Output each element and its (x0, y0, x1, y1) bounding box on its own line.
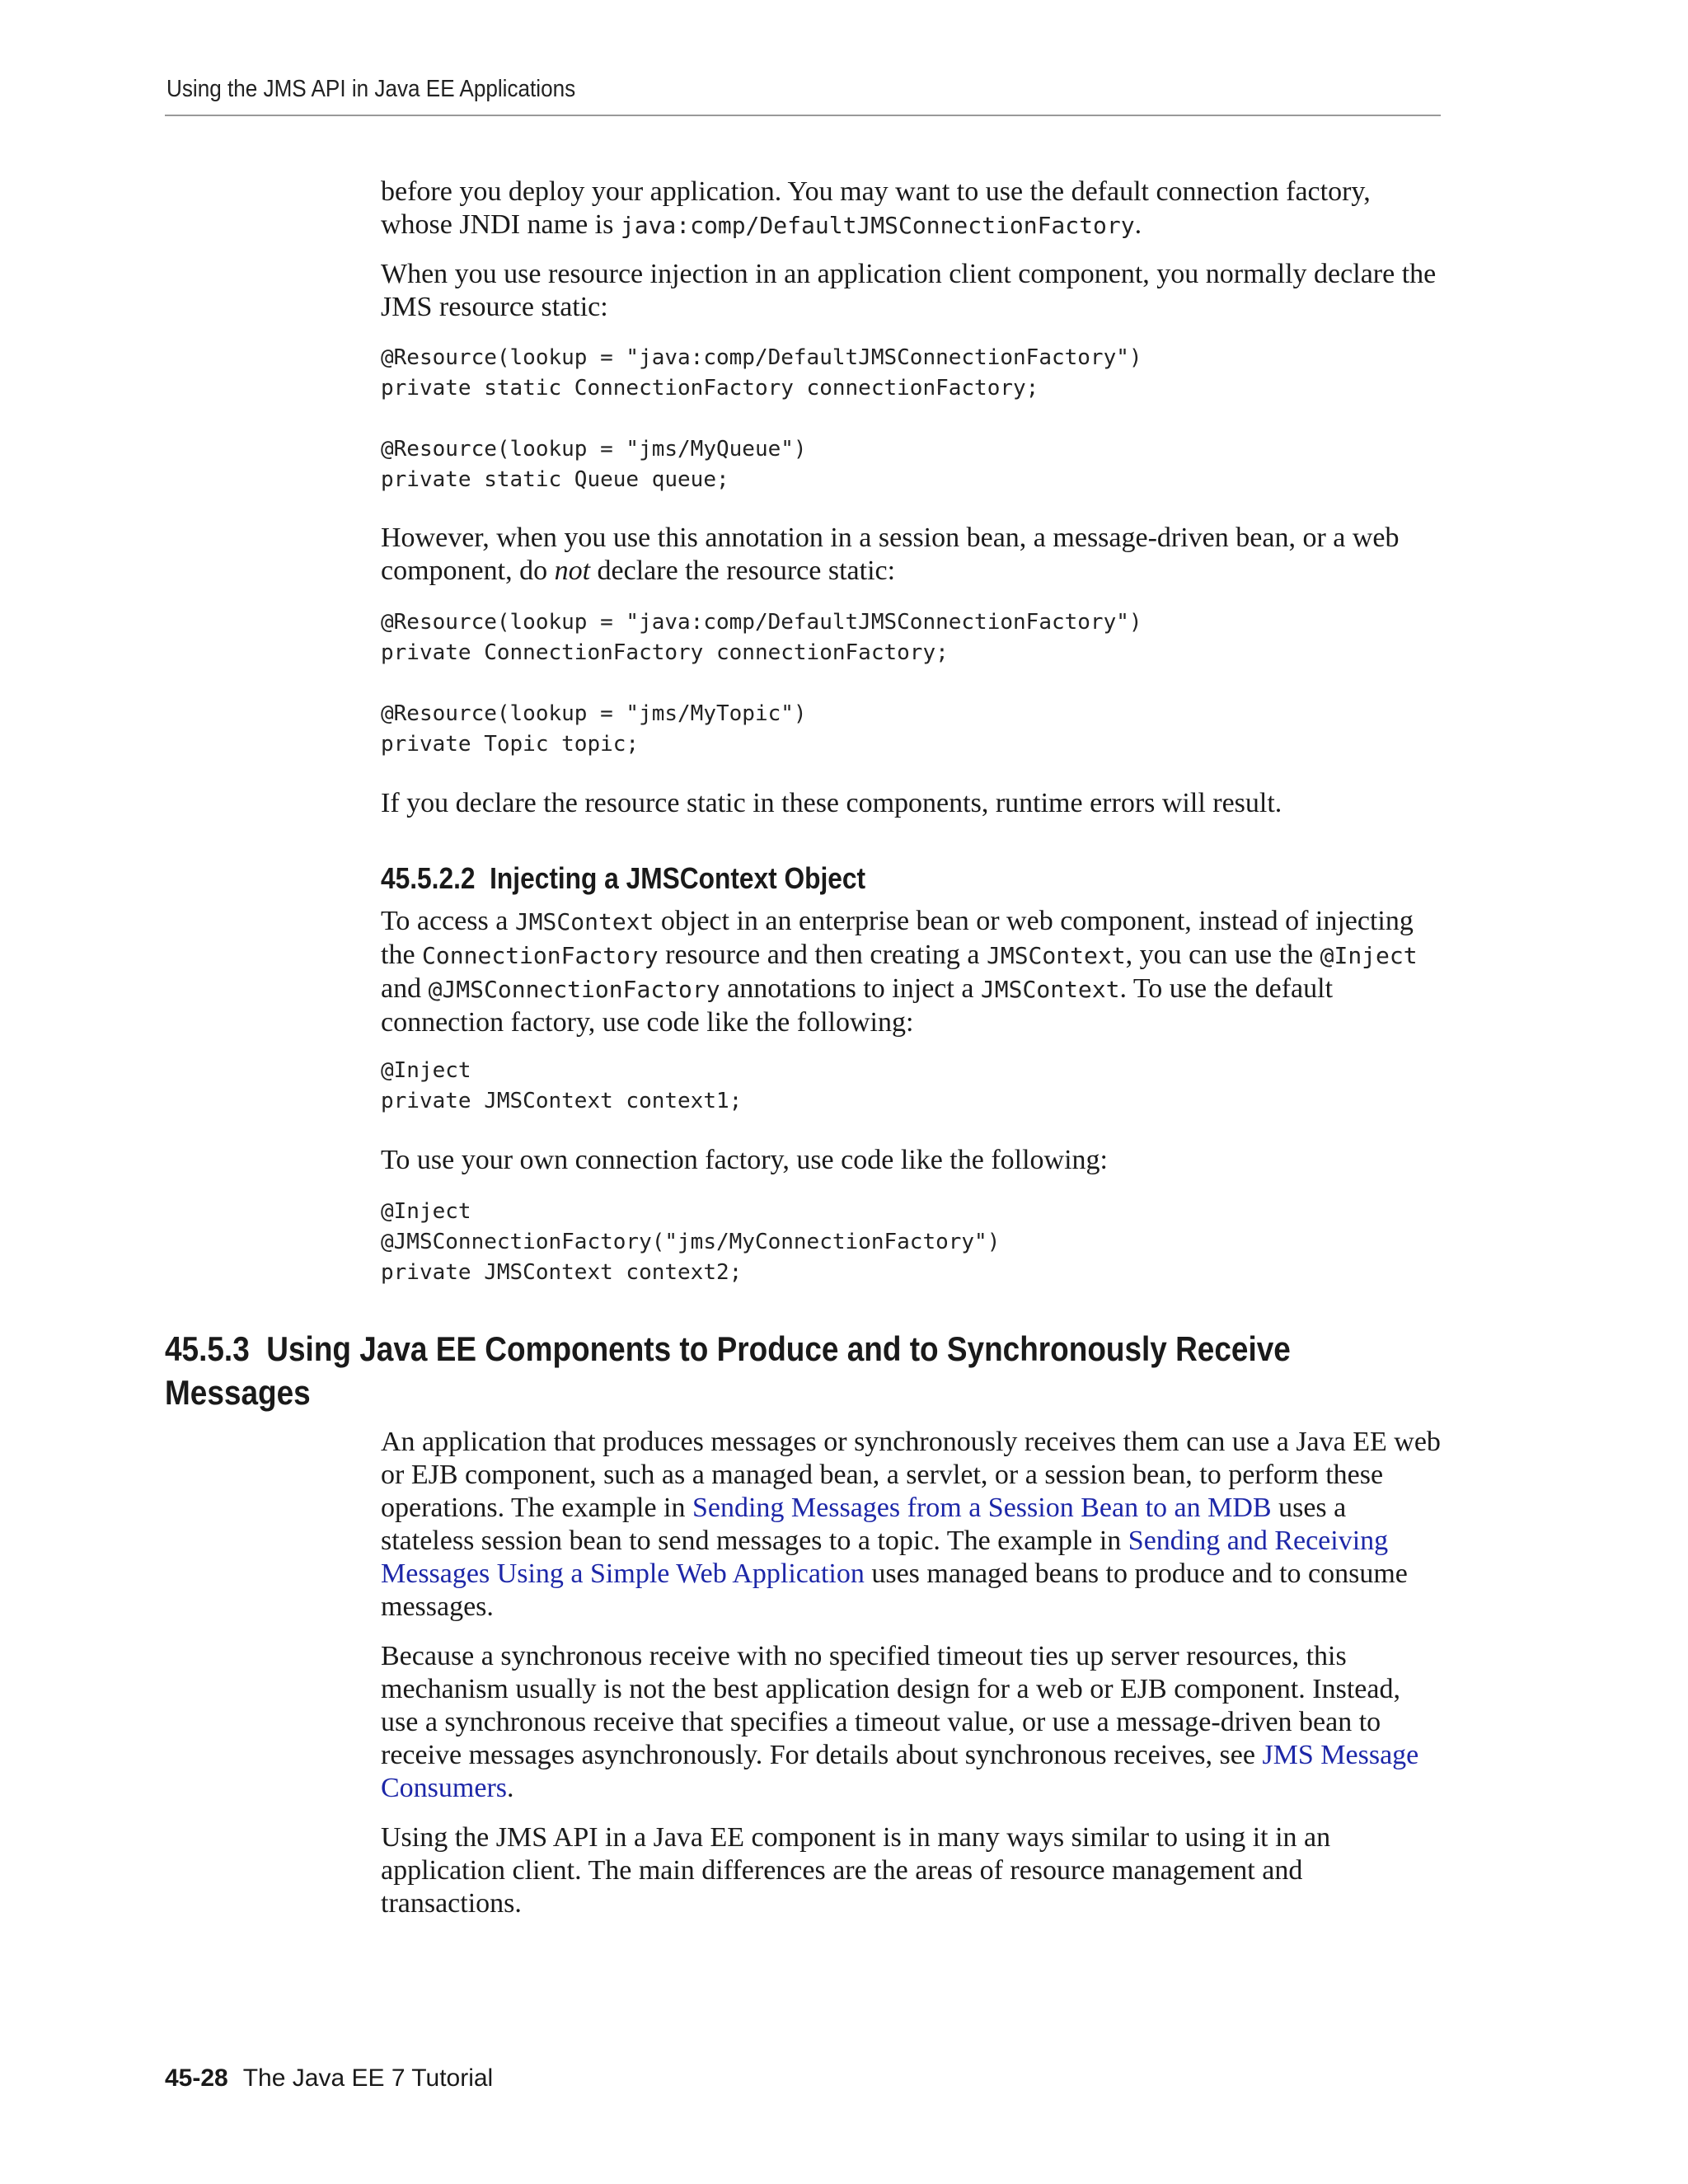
text: declare the resource static: (590, 555, 896, 586)
code-block-static-resources: @Resource(lookup = "java:comp/DefaultJMSConnectionFactory") private static ConnectionFactory connectionFactory; @Resource(lookup = "jms/MyQueue") private static Queue queue; (381, 345, 1142, 492)
page-number: 45-28 (165, 2064, 228, 2092)
paragraph-synchronous-receive (381, 1640, 1444, 1805)
text: uses a stateless session bean to send messages to a topic. The example in (381, 1493, 1347, 1556)
text: . (1134, 209, 1142, 240)
book-title: The Java EE 7 Tutorial (242, 2064, 494, 2092)
paragraph-default-factory (381, 176, 1444, 242)
code-inline: JMSContext (980, 976, 1120, 1003)
paragraph-own-factory: To use your own connection factory, use code like the following: (381, 1145, 1109, 1175)
link-simple-web-app[interactable]: Sending and Receiving Messages Using a Simple Web Application (381, 1526, 1389, 1589)
text: . To use the default connection factory, use code like the following: (381, 973, 1334, 1038)
subsection-number: 45.5.2.2 (381, 861, 476, 895)
link-session-bean-mdb[interactable]: Sending Messages from a Session Bean to an MDB (692, 1493, 1272, 1523)
code-jndi-name: java:comp/DefaultJMSConnectionFactory (620, 212, 1135, 239)
running-header: Using the JMS API in Java EE Applications (166, 76, 576, 102)
text: annotations to inject a (720, 973, 981, 1004)
link-jms-message-consumers[interactable]: JMS Message Consumers (381, 1740, 1419, 1803)
subsection-heading (381, 860, 1316, 897)
text: , you can use the (1125, 940, 1320, 970)
paragraph-jms-in-javaee: Using the JMS API in a Java EE component is in many ways similar to using it in an application client. The main differences are the areas of resource management and transactions. (381, 1822, 1331, 1919)
subsection-title: Injecting a JMSContext Object (490, 861, 866, 895)
text: To access a (381, 906, 515, 936)
paragraph-app-client-static: When you use resource injection in an application client component, you normally declare the JMS resource static: (381, 259, 1437, 322)
code-inline: ConnectionFactory (422, 942, 659, 969)
page-footer (165, 2064, 493, 2093)
code-block-inject-default: @Inject private JMSContext context1; (381, 1058, 743, 1113)
code-block-instance-resources: @Resource(lookup = "java:comp/DefaultJMSConnectionFactory") private ConnectionFactory connectionFactory; @Resource(lookup = "jms/MyTopic") private Topic topic; (381, 610, 1142, 757)
text: object in an enterprise bean or web component, instead of injecting the (381, 906, 1414, 970)
text: . (507, 1773, 514, 1803)
code-inline: JMSContext (986, 942, 1126, 969)
section-heading (165, 1327, 1398, 1414)
text: and (381, 973, 429, 1004)
paragraph-non-static (381, 522, 1444, 588)
paragraph-inject-jmscontext (381, 905, 1444, 1039)
header-divider (165, 115, 1441, 116)
text: uses managed beans to produce and to consume messages. (381, 1558, 1408, 1622)
code-inline: JMSContext (514, 908, 654, 935)
paragraph-components-produce (381, 1426, 1444, 1624)
text: An application that produces messages or synchronously receives them can use a Java EE web or EJB component, such as a managed bean, a servlet, or a session bean, to perform these operations. The example in (381, 1427, 1441, 1523)
text: resource and then creating a (658, 940, 987, 970)
section-number: 45.5.3 (165, 1329, 250, 1368)
text: Because a synchronous receive with no specified timeout ties up server resources, this mechanism usually is not the best application design for a web or EJB component. Instead, use a synchronous receive that specifies a timeout value, or use a message-driven bean to receive messages asynchronously. For details about synchronous receives, see (381, 1641, 1400, 1770)
code-block-inject-custom: @Inject @JMSConnectionFactory("jms/MyConnectionFactory") private JMSContext context2; (381, 1199, 1001, 1285)
code-inline: @Inject (1320, 942, 1418, 969)
code-inline: @JMSConnectionFactory (428, 976, 720, 1003)
emphasis-not: not (554, 555, 591, 586)
text: before you deploy your application. You may want to use the default connection factory, whose JNDI name is (381, 176, 1371, 240)
paragraph-runtime-errors: If you declare the resource static in these components, runtime errors will result. (381, 788, 1282, 818)
section-title: Using Java EE Components to Produce and to Synchronously Receive Messages (165, 1329, 1291, 1412)
text: However, when you use this annotation in a session bean, a message-driven bean, or a web component, do (381, 523, 1400, 586)
